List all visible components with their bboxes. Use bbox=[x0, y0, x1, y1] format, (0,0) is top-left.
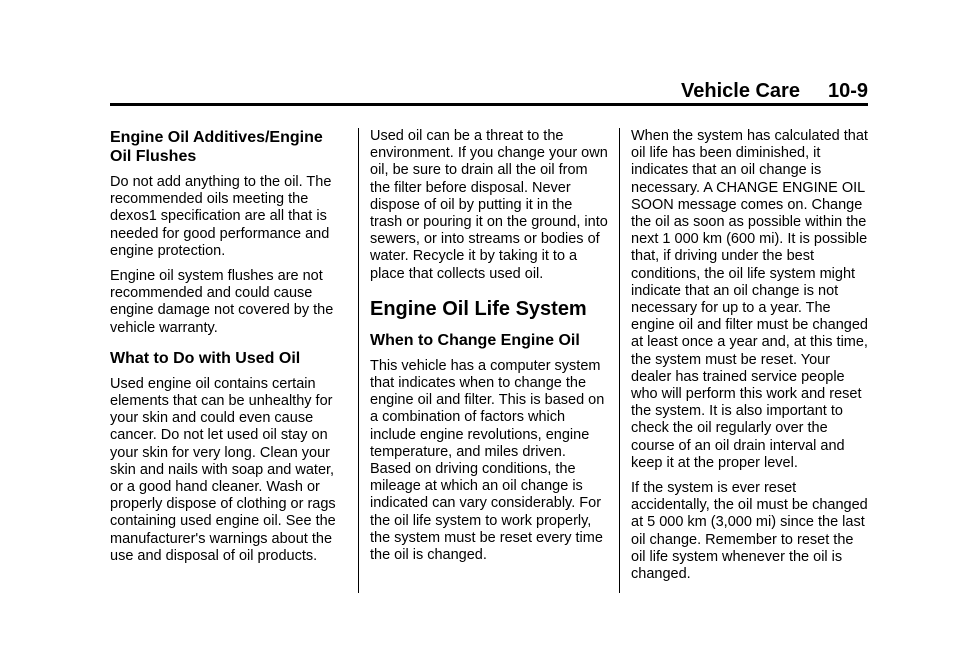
paragraph: If the system is ever reset accidentally, the oil must be changed at 5 000 km (3,000 mi) since the last oil change. Remember to reset the oil life system whenever the oil is changed. bbox=[631, 480, 868, 583]
column-divider bbox=[619, 128, 620, 593]
paragraph: Used engine oil contains certain elements that can be unhealthy for your skin and could even cause cancer. Do not let used oil stay on your skin for very long. Clean your skin and nails with soap and water, or a good hand cleaner. Wash or properly dispose of clothing or rags containing used engine oil. See the manufacturer's warnings about the use and disposal of oil products. bbox=[110, 375, 336, 564]
paragraph: Do not add anything to the oil. The recommended oils meeting the dexos1 specification are all that is needed for good performance and engine protection. bbox=[110, 174, 332, 259]
heading-when-to-change: When to Change Engine Oil bbox=[370, 331, 580, 349]
page-number: 10-9 bbox=[827, 80, 868, 102]
heading-used-oil: What to Do with Used Oil bbox=[110, 349, 301, 367]
column-middle bbox=[370, 128, 608, 572]
section-title: Vehicle Care bbox=[681, 80, 800, 102]
paragraph: Used oil can be a threat to the environment. If you change your own oil, be sure to drain all the oil from the filter before disposal. Never dispose of oil by putting it in the trash or pouring it on the ground, into sewers, or into streams or bodies of water. Recycle it by taking it to a place that collects used oil. bbox=[370, 128, 608, 282]
paragraph: Engine oil system flushes are not recommended and could cause engine damage not covered by the vehicle warranty. bbox=[110, 268, 334, 336]
heading-oil-additives: Engine Oil Additives/Engine Oil Flushes bbox=[110, 129, 323, 165]
paragraph: This vehicle has a computer system that indicates when to change the engine oil and filter. This is based on a combination of factors which include engine revolutions, engine temperature, and miles driven. Based on driving conditions, the mileage at which an oil change is indicated can vary considerably. For the oil life system to work properly, the system must be reset every time the oil is changed. bbox=[370, 357, 605, 564]
column-left bbox=[110, 128, 348, 573]
heading-oil-life-system: Engine Oil Life System bbox=[370, 297, 587, 320]
paragraph: When the system has calculated that oil life has been diminished, it indicates that an oil change is necessary. A CHANGE ENGINE OIL SOON message comes on. Change the oil as soon as possible within the next 1 000 km (600 mi). It is possible that, if driving under the best conditions, the oil life system might indicate that an oil change is not necessary for up to a year. The engine oil and filter must be changed at least once a year and, at this time, the system must be reset. Your dealer has trained service people who will perform this work and reset the system. It is also important to check the oil regularly over the course of an oil drain interval and keep it at the proper level. bbox=[631, 128, 868, 471]
header-rule bbox=[110, 103, 868, 106]
column-divider bbox=[358, 128, 359, 593]
column-right bbox=[631, 128, 869, 591]
page-header bbox=[681, 80, 868, 103]
